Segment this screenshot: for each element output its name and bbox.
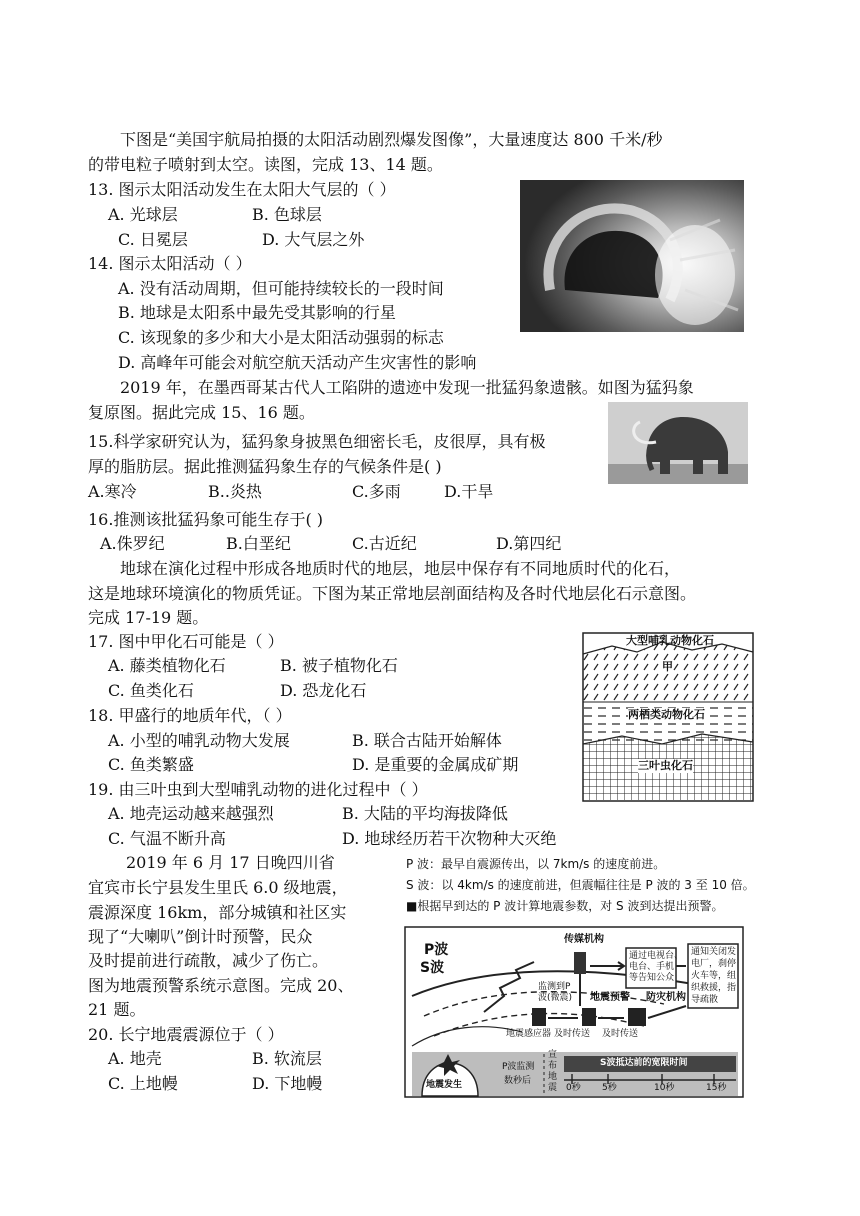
intro4-line2: 宜宾市长宁县发生里氏 6.0 级地震， (88, 878, 348, 897)
detect-line2: 波(微震) (538, 993, 573, 1003)
q17-stem: 17. 图中甲化石可能是（ ） (88, 632, 284, 651)
q14-option-b: B. 地球是太阳系中最先受其影响的行星 (118, 303, 396, 322)
q18-option-d: D. 是重要的金属成矿期 (352, 755, 519, 774)
q15-option-b: B..炎热 (208, 482, 262, 501)
intro2-line2: 复原图。据此完成 15、16 题。 (88, 403, 315, 422)
q19-option-a: A. 地壳运动越来越强烈 (108, 804, 274, 823)
q18-option-b: B. 联合古陆开始解体 (352, 731, 502, 750)
strata-diagram (582, 632, 754, 802)
grace-period-label: S波抵达前的宽限时间 (600, 1058, 688, 1068)
media-label: 传媒机构 (564, 934, 604, 945)
actions-line5: 导疏散 (691, 995, 719, 1005)
announce-label: 宣布地震 (548, 1050, 558, 1093)
intro4-line6: 图为地震预警系统示意图。完成 20、 (88, 976, 354, 995)
strata-top-label: 大型哺乳动物化石 (626, 634, 714, 647)
q17-option-d: D. 恐龙化石 (280, 681, 367, 700)
intro3-line3: 完成 17-19 题。 (88, 608, 209, 627)
q20-option-a: A. 地壳 (108, 1049, 162, 1068)
monitor-line2: 数秒后 (504, 1076, 532, 1086)
send-label-1: 及时传送 (554, 1029, 591, 1039)
s-wave-label: S波 (420, 960, 445, 976)
tick-10: 10秒 (654, 1083, 675, 1093)
q16-option-b: B.白垩纪 (226, 534, 291, 553)
q16-option-a: A.侏罗纪 (100, 534, 165, 553)
intro1-line2: 的带电粒子喷射到太空。读图，完成 13、14 题。 (88, 155, 443, 174)
send-label-2: 及时传送 (602, 1029, 639, 1039)
actions-line1: 通知关闭发 (691, 947, 737, 957)
sensor-label: 地震感应器 (506, 1029, 552, 1039)
q15-stem-line1: 15.科学家研究认为，猛犸象身披黑色细密长毛，皮很厚，具有极 (88, 432, 546, 451)
intro4-line4: 现了“大喇叭”倒计时预警，民众 (88, 927, 313, 946)
warning-label: 地震预警 (590, 992, 630, 1003)
q15-stem-line2: 厚的脂肪层。据此推测猛犸象生存的气候条件是( ) (88, 457, 442, 476)
actions-line3: 火车等，组 (691, 971, 737, 981)
q19-option-c: C. 气温不断升高 (108, 829, 226, 848)
tick-0: 0秒 (566, 1083, 581, 1093)
intro4-line1: 2019 年 6 月 17 日晚四川省 (126, 853, 335, 872)
q15-option-a: A.寒冷 (88, 482, 137, 501)
note-s-wave: S 波：以 4km/s 的速度前进，但震幅往往是 P 波的 3 至 10 倍。 (406, 878, 755, 892)
q18-option-a: A. 小型的哺乳动物大发展 (108, 731, 290, 750)
q16-stem: 16.推测该批猛犸象可能生存于( ) (88, 510, 324, 529)
solar-flare-image (520, 180, 744, 332)
detect-line1: 监测到P (538, 982, 571, 992)
intro1-line1: 下图是“美国宇航局拍摄的太阳活动剧烈爆发图像”，大量速度达 800 千米/秒 (120, 130, 663, 149)
tick-5: 5秒 (602, 1083, 617, 1093)
strata-jia-label: 甲 (662, 660, 673, 673)
q20-option-b: B. 软流层 (252, 1049, 322, 1068)
q18-option-c: C. 鱼类繁盛 (108, 755, 194, 774)
q14-stem: 14. 图示太阳活动（ ） (88, 254, 252, 273)
intro3-line2: 这是地球环境演化的物质凭证。下图为某正常地层剖面结构及各时代地层化石示意图。 (88, 584, 697, 603)
actions-line2: 电厂，刹停 (691, 959, 737, 969)
q20-stem: 20. 长宁地震震源位于（ ） (88, 1025, 284, 1044)
q13-option-c: C. 日冕层 (118, 230, 188, 249)
notify-line3: 等告知公众 (629, 973, 675, 983)
q15-option-d: D.干旱 (444, 482, 494, 501)
notify-line1: 通过电视台、 (629, 951, 684, 961)
q13-option-a: A. 光球层 (108, 205, 178, 224)
intro4-line7: 21 题。 (88, 1000, 146, 1019)
intro3-line1: 地球在演化过程中形成各地质时代的地层，地层中保存有不同地质时代的化石， (120, 559, 681, 578)
q17-option-c: C. 鱼类化石 (108, 681, 194, 700)
notify-line2: 电台、手机 (629, 962, 675, 972)
q18-stem: 18. 甲盛行的地质年代，（ ） (88, 706, 292, 725)
q14-option-d: D. 高峰年可能会对航空航天活动产生灾害性的影响 (118, 353, 477, 372)
q13-stem: 13. 图示太阳活动发生在太阳大气层的（ ） (88, 180, 396, 199)
actions-line4: 织救援，指 (691, 983, 737, 993)
q14-option-a: A. 没有活动周期，但可能持续较长的一段时间 (118, 279, 444, 298)
q19-option-d: D. 地球经历若干次物种大灭绝 (342, 829, 557, 848)
tick-15: 15秒 (706, 1083, 727, 1093)
q15-option-c: C.多雨 (352, 482, 401, 501)
q13-option-b: B. 色球层 (252, 205, 322, 224)
q17-option-b: B. 被子植物化石 (280, 656, 398, 675)
relief-label: 防灾机构 (646, 992, 686, 1003)
intro4-line3: 震源深度 16km，部分城镇和社区实 (88, 903, 347, 922)
strata-bottom-label: 三叶虫化石 (638, 759, 693, 772)
q16-option-d: D.第四纪 (496, 534, 562, 553)
q19-option-b: B. 大陆的平均海拔降低 (342, 804, 508, 823)
origin-label: 地震发生 (426, 1080, 463, 1090)
strata-mid-label: 两栖类动物化石 (628, 708, 705, 721)
q20-option-d: D. 下地幔 (252, 1074, 323, 1093)
note-rule: ■根据早到达的 P 波计算地震参数，对 S 波到达提出预警。 (406, 899, 724, 913)
mammoth-image (608, 402, 748, 484)
p-wave-label: P波 (424, 942, 449, 958)
earthquake-warning-diagram (404, 926, 744, 1098)
q20-option-c: C. 上地幔 (108, 1074, 178, 1093)
intro2-line1: 2019 年，在墨西哥某古代人工陷阱的遗迹中发现一批猛犸象遗骸。如图为猛犸象 (120, 378, 694, 397)
intro4-line5: 及时提前进行疏散，减少了伤亡。 (88, 951, 329, 970)
q13-option-d: D. 大气层之外 (262, 230, 365, 249)
q14-option-c: C. 该现象的多少和大小是太阳活动强弱的标志 (118, 328, 444, 347)
q16-option-c: C.古近纪 (352, 534, 417, 553)
q17-option-a: A. 藤类植物化石 (108, 656, 226, 675)
monitor-line1: P波监测 (502, 1062, 535, 1072)
note-p-wave: P 波：最早自震源传出，以 7km/s 的速度前进。 (406, 857, 666, 871)
q19-stem: 19. 由三叶虫到大型哺乳动物的进化过程中（ ） (88, 780, 428, 799)
